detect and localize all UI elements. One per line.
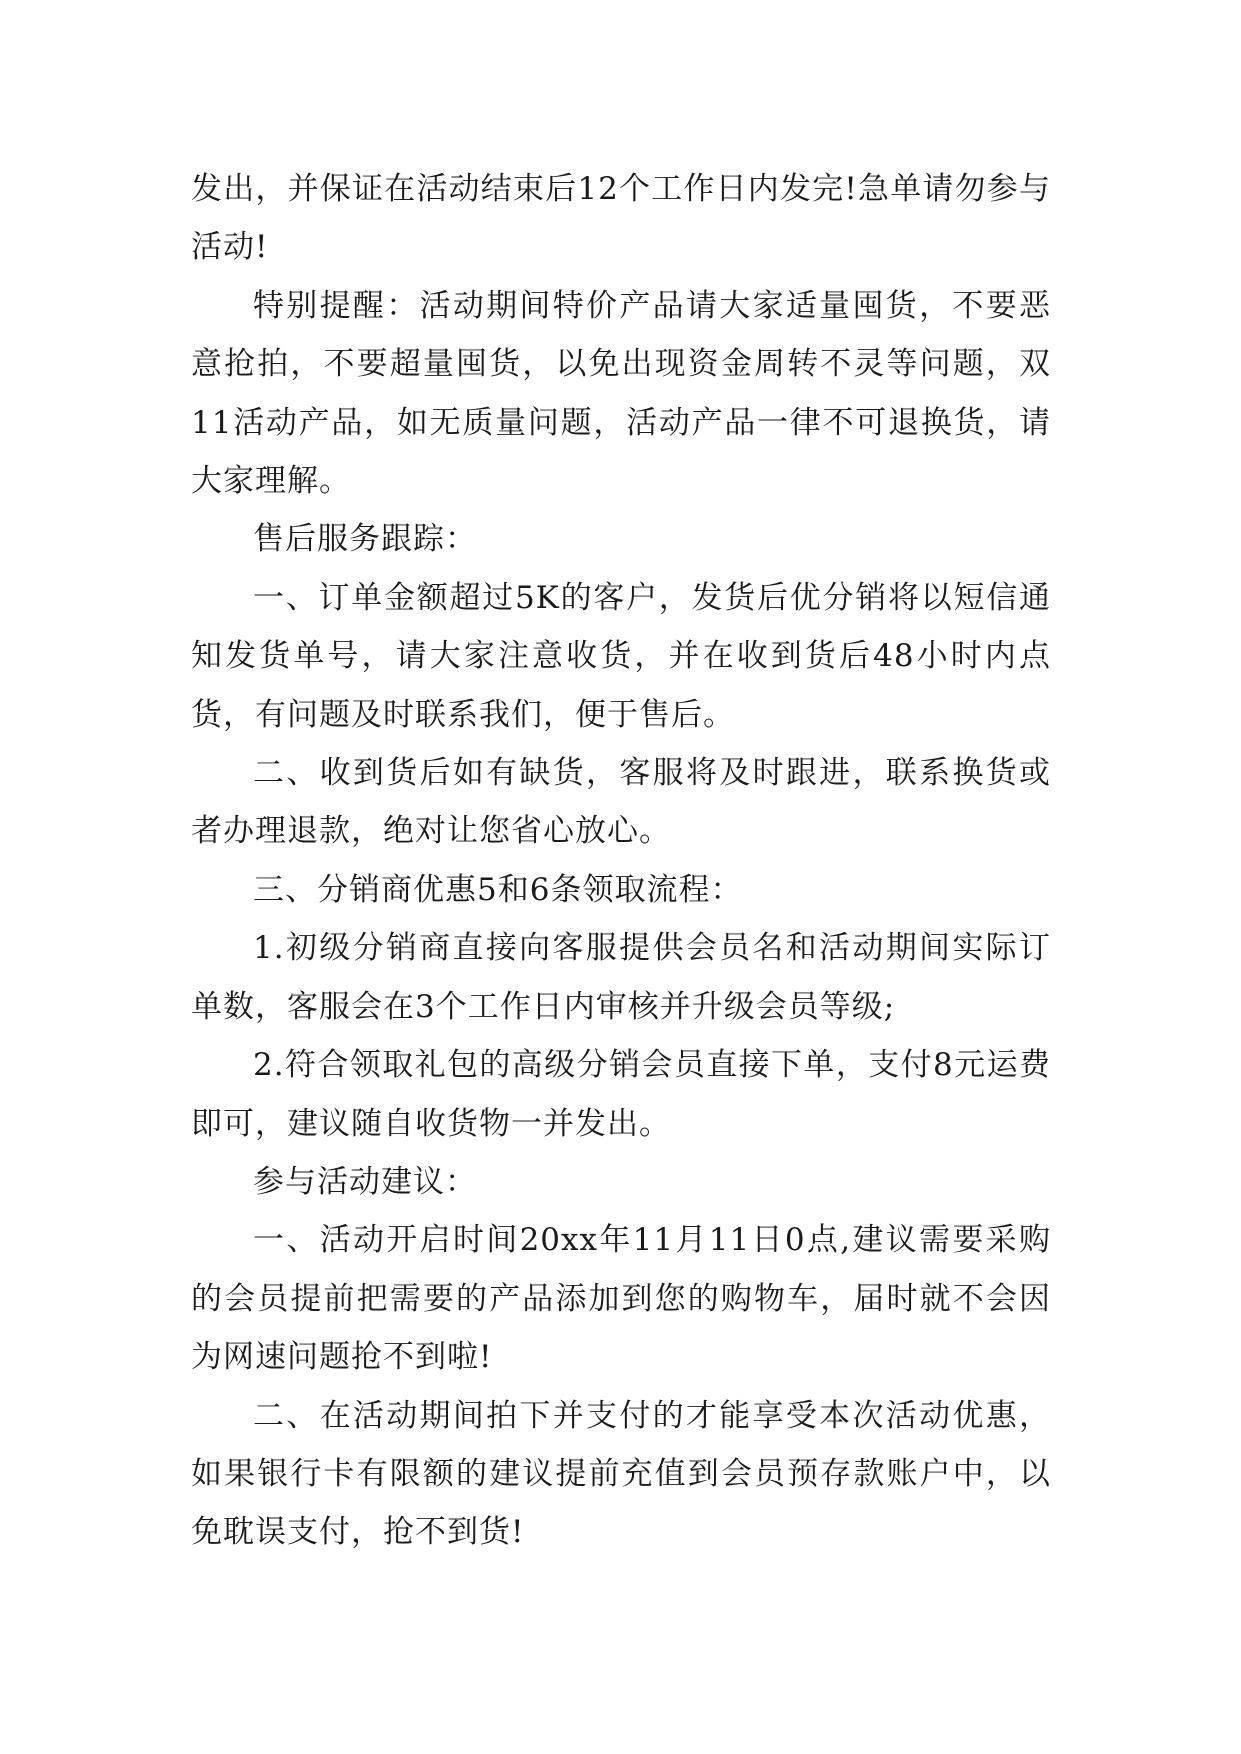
heading-after-sales: 售后服务跟踪： xyxy=(253,521,477,558)
heading-participation-advice: 参与活动建议： xyxy=(253,1163,477,1200)
document-body xyxy=(191,160,1051,1562)
paragraph-advice-1: 一、活动开启时间20xx年11月11日0点,建议需要采购的会员提前把需要的产品添加到您的购物车，届时就不会因为网速问题抢不到啦! xyxy=(191,1222,1051,1376)
paragraph-after-sales-2: 二、收到货后如有缺货，客服将及时跟进，联系换货或者办理退款，绝对让您省心放心。 xyxy=(191,755,1051,850)
paragraph-step-2: 2.符合领取礼包的高级分销会员直接下单，支付8元运费即可，建议随自收货物一并发出。 xyxy=(191,1047,1051,1142)
paragraph-continuation: 发出，并保证在活动结束后12个工作日内发完!急单请勿参与活动! xyxy=(191,171,1051,266)
paragraph-advice-2: 二、在活动期间拍下并支付的才能享受本次活动优惠，如果银行卡有限额的建议提前充值到会员预存款账户中，以免耽误支付，抢不到货! xyxy=(191,1397,1051,1551)
paragraph-step-1: 1.初级分销商直接向客服提供会员名和活动期间实际订单数，客服会在3个工作日内审核并升级会员等级; xyxy=(191,930,1051,1025)
paragraph-after-sales-3: 三、分销商优惠5和6条领取流程： xyxy=(253,871,743,908)
paragraph-after-sales-1: 一、订单金额超过5K的客户，发货后优分销将以短信通知发货单号，请大家注意收货，并在收到货后48小时内点货，有问题及时联系我们，便于售后。 xyxy=(191,579,1051,733)
paragraph-special-reminder: 特别提醒：活动期间特价产品请大家适量囤货，不要恶意抢拍，不要超量囤货，以免出现资金周转不灵等问题，双11活动产品，如无质量问题，活动产品一律不可退换货，请大家理解。 xyxy=(191,287,1051,500)
